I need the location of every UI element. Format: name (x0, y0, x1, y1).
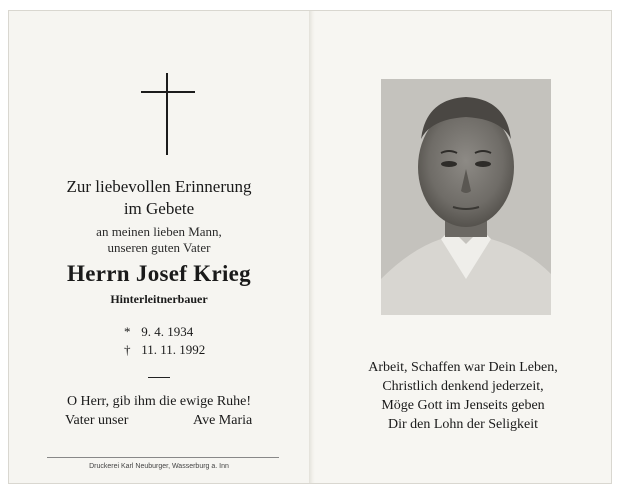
ave-maria: Ave Maria (193, 413, 253, 428)
verse-line: Arbeit, Schaffen war Dein Leben, (368, 360, 558, 375)
prayer-line: im Gebete (123, 199, 195, 218)
verse-line: Dir den Lohn der Seligkeit (387, 417, 539, 432)
footer-rule (47, 457, 279, 458)
eternal-rest-prayer: O Herr, gib ihm die ewige Ruhe! (66, 394, 252, 409)
dedication-line-husband: an meinen lieben Mann, (96, 224, 222, 239)
vater-unser: Vater unser (65, 413, 129, 428)
dedication-line-father: unseren guten Vater (107, 240, 211, 255)
deceased-name: Herrn Josef Krieg (67, 261, 251, 286)
cross-icon (141, 73, 195, 155)
death-symbol: † (124, 342, 131, 357)
left-panel (9, 11, 309, 483)
verse-line: Christlich denkend jederzeit, (382, 379, 544, 394)
birth-date-row (124, 324, 193, 340)
remembrance-line: Zur liebevollen Erinnerung (66, 177, 252, 196)
printer-credit: Druckerei Karl Neuburger, Wasserburg a. Inn (89, 463, 229, 470)
birth-date: 9. 4. 1934 (141, 324, 194, 339)
death-date-row (124, 342, 205, 358)
portrait-photo (381, 79, 551, 315)
memorial-card (8, 10, 612, 484)
farm-name: Hinterleitnerbauer (110, 292, 208, 306)
right-panel (315, 11, 611, 483)
portrait-icon (381, 79, 551, 315)
separator-dash (148, 377, 170, 378)
birth-symbol: * (124, 324, 131, 339)
death-date: 11. 11. 1992 (141, 342, 206, 357)
verse-line: Möge Gott im Jenseits geben (381, 398, 545, 413)
